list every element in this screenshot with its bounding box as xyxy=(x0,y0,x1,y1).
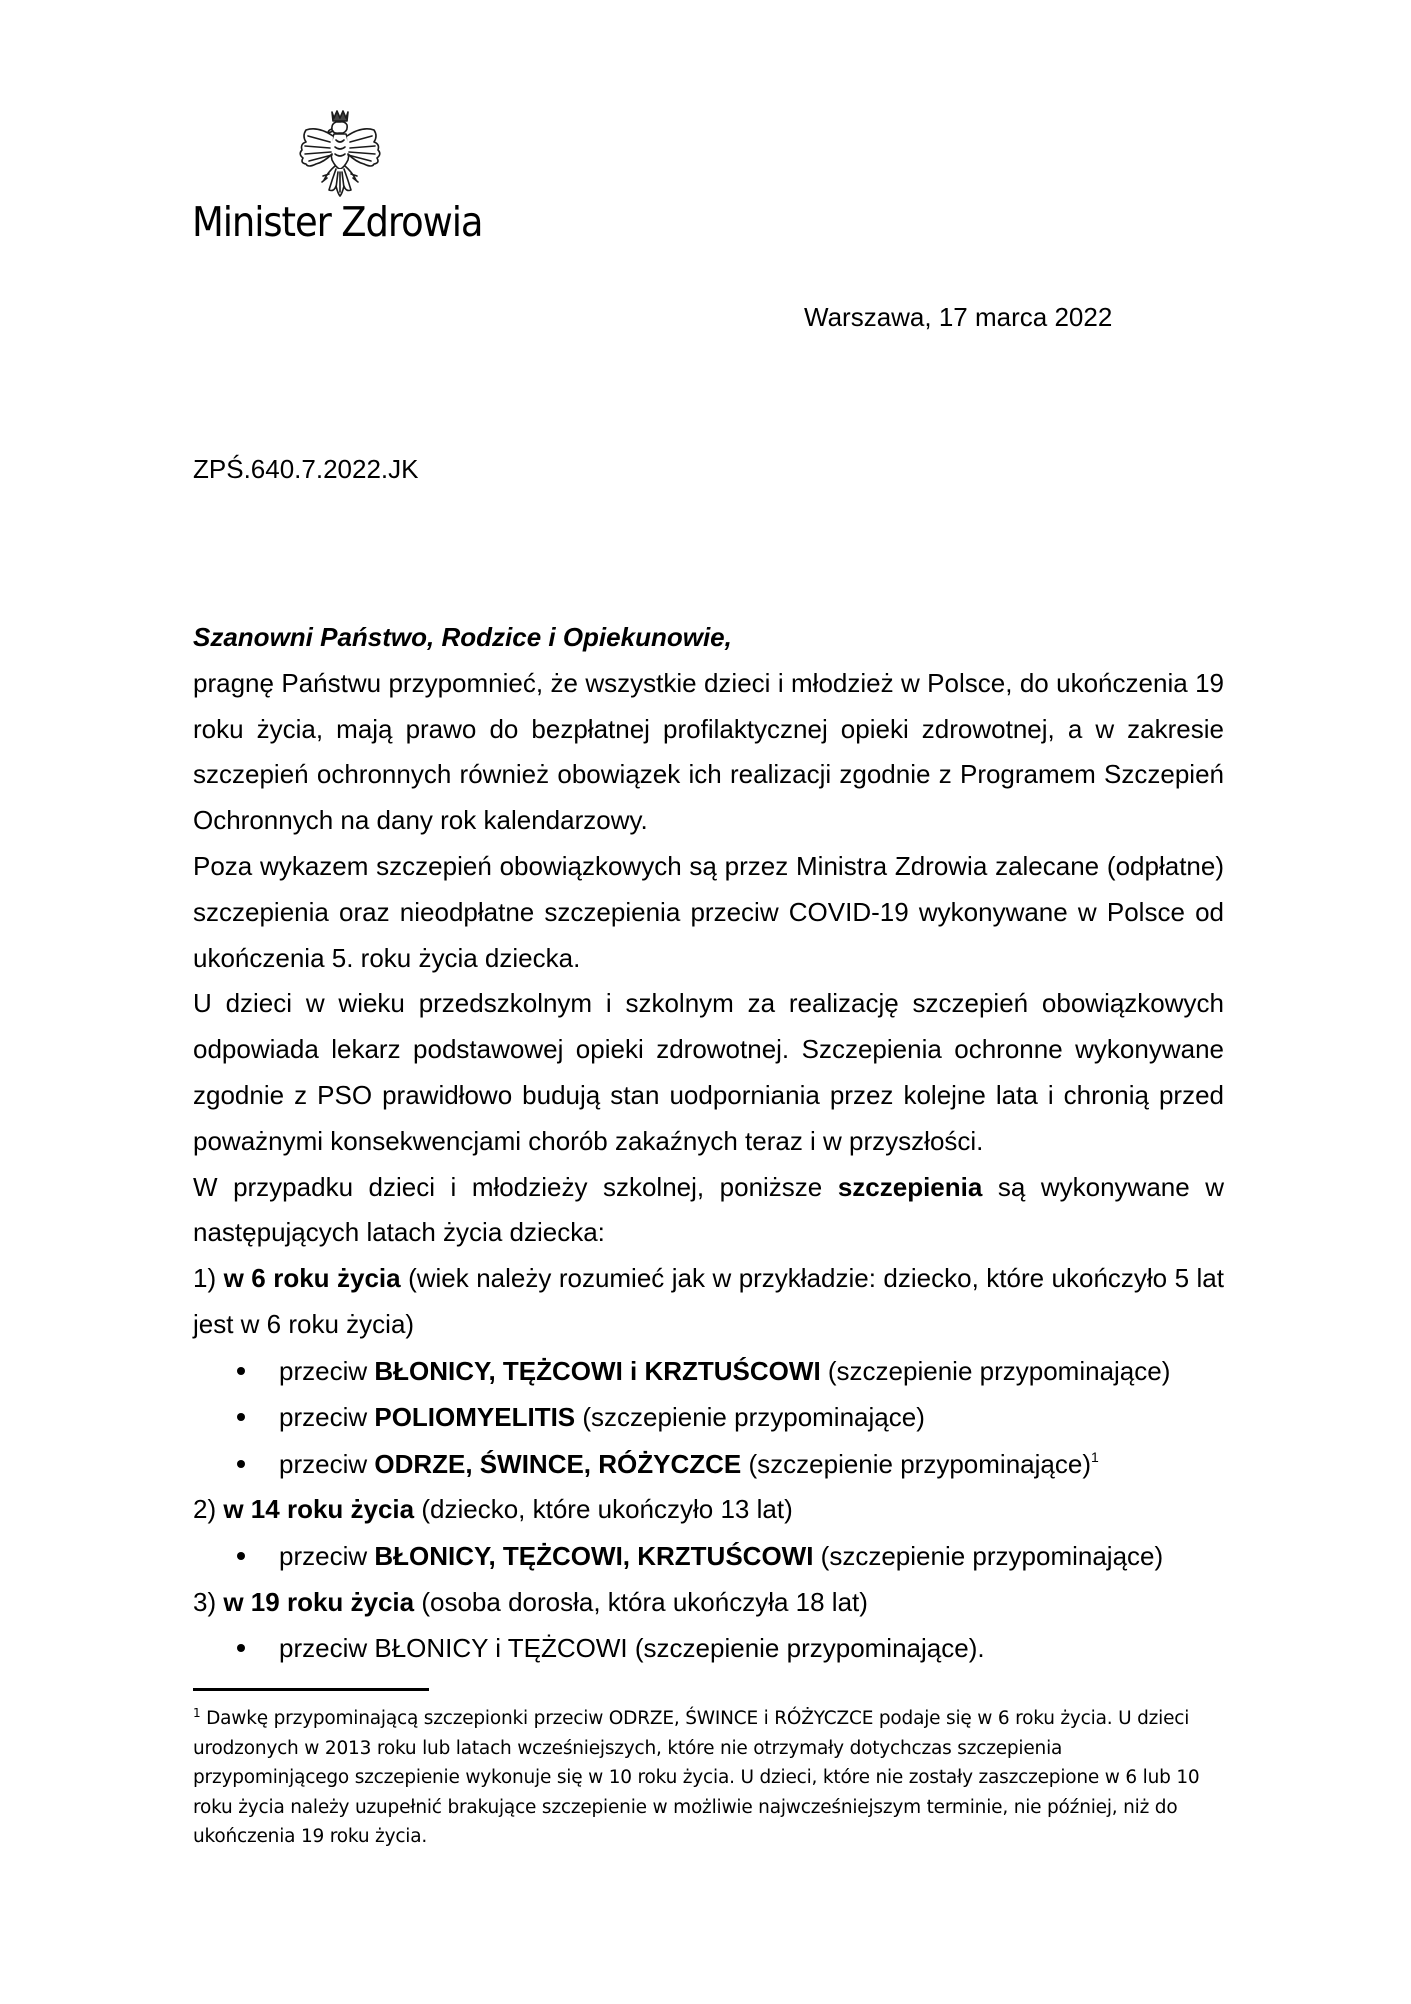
age-group-age: w 19 roku życia xyxy=(223,1586,415,1617)
age-group-age: w 6 roku życia xyxy=(223,1263,401,1294)
age-group-2 xyxy=(193,1487,1224,1533)
polish-eagle-emblem-icon xyxy=(296,106,384,202)
paragraph-1: pragnę Państwu przypomnieć, że wszystkie dzieci i młodzież w Polsce, do ukończenia 19 roku życia, mają prawo do bezpłatnej profilaktycznej opieki zdrowotnej, a w zakresie szczepień ochronnych również obowiązek ich realizacji zgodnie z Programem Szczepień Ochronnych na dany rok kalendarzowy. xyxy=(193,667,1224,836)
vaccine-text: przeciw BŁONICY i TĘŻCOWI (szczepienie przypominające). xyxy=(279,1633,985,1664)
vaccine-item xyxy=(193,1441,1224,1488)
vaccine-list-3 xyxy=(193,1625,1224,1672)
age-group-number: 3) xyxy=(193,1586,217,1617)
vaccine-item xyxy=(193,1625,1224,1672)
vaccine-suffix: (szczepienie przypominające) xyxy=(575,1402,925,1433)
vaccine-disease: BŁONICY, TĘŻCOWI i KRZTUŚCOWI xyxy=(374,1355,821,1386)
vaccine-list-1 xyxy=(193,1348,1224,1488)
ministry-name: Minister Zdrowia xyxy=(192,198,483,246)
vaccine-suffix: (szczepienie przypominające) xyxy=(741,1448,1091,1479)
age-group-age: w 14 roku życia xyxy=(223,1494,415,1525)
age-group-number: 2) xyxy=(193,1494,217,1525)
vaccine-disease: BŁONICY, TĘŻCOWI, KRZTUŚCOWI xyxy=(374,1541,814,1572)
vaccine-prefix: przeciw xyxy=(279,1541,375,1572)
vaccine-prefix: przeciw xyxy=(279,1402,375,1433)
vaccine-suffix: (szczepienie przypominające) xyxy=(813,1541,1164,1572)
bullet-icon xyxy=(237,1413,245,1421)
vaccine-prefix: przeciw xyxy=(279,1355,375,1386)
letter-body xyxy=(193,615,1224,1672)
vaccine-disease: POLIOMYELITIS xyxy=(374,1402,576,1433)
salutation: Szanowni Państwo, Rodzice i Opiekunowie, xyxy=(193,622,732,652)
bullet-icon xyxy=(237,1552,245,1560)
date-line: Warszawa, 17 marca 2022 xyxy=(804,302,1113,332)
bullet-icon xyxy=(237,1460,245,1468)
vaccine-list-2 xyxy=(193,1533,1224,1580)
vaccine-suffix: (szczepienie przypominające) xyxy=(820,1355,1171,1386)
vaccine-item xyxy=(193,1394,1224,1441)
vaccine-item xyxy=(193,1348,1224,1395)
bullet-icon xyxy=(237,1367,245,1375)
reference-number: ZPŚ.640.7.2022.JK xyxy=(193,454,419,484)
paragraph-4-before: W przypadku dzieci i młodzieży szkolnej, poniższe xyxy=(193,1171,838,1202)
age-group-note: (osoba dorosła, która ukończyła 18 lat) xyxy=(414,1586,868,1617)
footnote xyxy=(193,1704,1223,1852)
vaccine-item xyxy=(193,1533,1224,1580)
age-group-number: 1) xyxy=(193,1263,217,1294)
age-group-1 xyxy=(193,1256,1224,1348)
vaccine-prefix: przeciw xyxy=(279,1448,375,1479)
paragraph-4-after: są wykonywane w następujących latach życia dziecka: xyxy=(193,1171,1224,1248)
footnote-separator xyxy=(193,1688,429,1691)
footnote-reference[interactable]: 1 xyxy=(1090,1448,1099,1465)
age-group-note: (dziecko, które ukończyło 13 lat) xyxy=(414,1494,793,1525)
vaccine-disease: ODRZE, ŚWINCE, RÓŻYCZCE xyxy=(374,1448,742,1479)
paragraph-4-bold: szczepienia xyxy=(837,1171,983,1202)
footnote-marker: 1 xyxy=(193,1706,201,1720)
paragraph-2: Poza wykazem szczepień obowiązkowych są przez Ministra Zdrowia zalecane (odpłatne) szczepienia oraz nieodpłatne szczepienia przeciw COVID-19 wykonywane w Polsce od ukończenia 5. roku życia dziecka. xyxy=(193,850,1224,973)
age-group-3 xyxy=(193,1580,1224,1626)
paragraph-3: U dzieci w wieku przedszkolnym i szkolnym za realizację szczepień obowiązkowych odpowiada lekarz podstawowej opieki zdrowotnej. Szczepienia ochronne wykonywane zgodnie z PSO prawidłowo budują stan uodporniania przez kolejne lata i chronią przed poważnymi konsekwencjami chorób zakaźnych teraz i w przyszłości. xyxy=(193,988,1224,1156)
age-group-note: (wiek należy rozumieć jak w przykładzie: dziecko, które ukończyło 5 lat jest w 6 roku życia) xyxy=(193,1263,1224,1339)
paragraph-4 xyxy=(193,1165,1224,1257)
footnote-text: Dawkę przypominającą szczepionki przeciw ODRZE, ŚWINCE i RÓŻYCZCE podaje się w 6 roku życia. U dzieci urodzonych w 2013 roku lub latach wcześniejszych, które nie otrzymały dotychczas szczepienia przypominjącego szczepienie wykonuje się w 10 roku życia. U dzieci, które nie zostały zaszczepione w 6 lub 10 roku życia należy uzupełnić brakujące szczepienie w możliwie najwcześniejszym terminie, nie później, niż do ukończenia 19 roku życia. xyxy=(193,1708,1200,1847)
bullet-icon xyxy=(237,1644,245,1652)
